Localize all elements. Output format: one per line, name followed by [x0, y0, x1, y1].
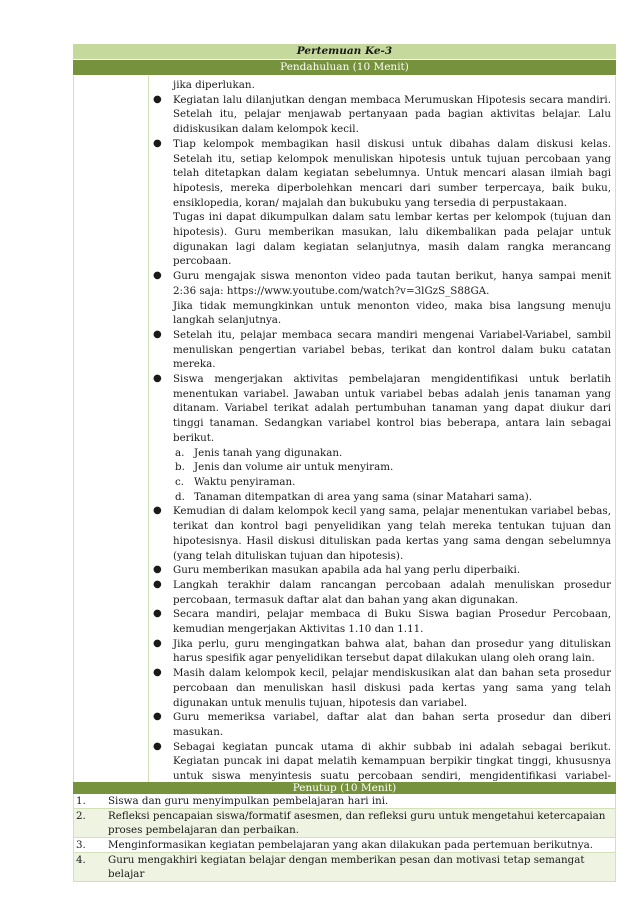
- list-item-text: Kegiatan lalu dilanjutkan dengan membaca Merumuskan Hipotesis secara mandiri. Setelah itu, pelajar menjawab pertanyaan pada bagian aktivitas belajar. Lalu didiskusikan dalam kelompok kecil.: [173, 93, 611, 136]
- row-text: Menginformasikan kegiatan pembelajaran yang akan dilakukan pada pertemuan berikutnya.: [108, 839, 594, 851]
- list-item: [149, 666, 611, 710]
- list-item-text: Langkah terakhir dalam rancangan percobaan adalah menuliskan prosedur percobaan, termasuk daftar alat dan bahan yang akan digunakan.: [173, 578, 611, 606]
- bullet-icon: ●: [153, 637, 162, 649]
- list-item: [149, 578, 611, 607]
- list-item: [149, 563, 611, 578]
- table-row: [73, 794, 616, 809]
- list-item-text: Jika perlu, guru mengingatkan bahwa alat, bahan dan prosedur yang dituliskan harus spesifik agar penyelidikan tersebut dapat dilakukan ulang oleh orang lain.: [173, 637, 611, 665]
- list-item: [149, 637, 611, 666]
- bullet-icon: ●: [153, 740, 162, 752]
- intro-content-row: [73, 76, 616, 782]
- list-item: [149, 740, 611, 782]
- control-variable-list: [173, 446, 611, 505]
- row-text: Siswa dan guru menyimpulkan pembelajaran hari ini.: [108, 795, 389, 807]
- list-item: [149, 328, 611, 372]
- list-item-text: Sebagai kegiatan puncak utama di akhir subbab ini adalah sebagai berikut. Kegiatan puncak ini dapat melatih kemampuan berpikir tingkat tinggi, khususnya untuk siswa menyintesis suatu percobaan sendiri, mengidentifikasi variabel-: [173, 740, 611, 782]
- sub-list-item: [173, 460, 611, 475]
- list-item-text: Masih dalam kelompok kecil, pelajar mendiskusikan alat dan bahan seta prosedur percobaan dan menuliskan hasil diskusi pada kertas yang sama yang telah digunakan untuk menulis tujuan, hipotesis dan variabel.: [173, 667, 611, 709]
- table-row: [73, 853, 616, 882]
- bullet-icon: ●: [153, 608, 162, 620]
- sub-list-marker: c.: [175, 475, 185, 488]
- bullet-icon: ●: [153, 711, 162, 723]
- bullet-icon: ●: [153, 270, 162, 282]
- sub-list-item: [173, 446, 611, 461]
- sub-list-marker: b.: [175, 461, 185, 474]
- continuation-text: jika diperlukan.: [173, 79, 255, 91]
- list-item: [149, 607, 611, 636]
- list-item: [149, 710, 611, 739]
- row-text: Refleksi pencapaian siswa/formatif asesmen, dan refleksi guru untuk mengetahui ketercapaian proses pembelajaran dan perbaikan.: [108, 810, 606, 836]
- list-item-text: Setelah itu, pelajar membaca secara mandiri mengenai Variabel-Variabel, sambil menuliskan pengertian variabel bebas, terikat dan kontrol dalam buku catatan mereka.: [173, 328, 611, 371]
- row-number: 3.: [76, 839, 86, 851]
- sub-list-text: Jenis dan volume air untuk menyiram.: [194, 461, 394, 474]
- section-closing-header: Penutup (10 Menit): [73, 782, 616, 794]
- list-item: [149, 93, 611, 137]
- row-number: 2.: [76, 810, 86, 822]
- list-item-extra-text: Tugas ini dapat dikumpulkan dalam satu lembar kertas per kelompok (tujuan dan hipotesis). Guru memberikan masukan, lalu dikembalikan pada pelajar untuk digunakan lagi dalam kegiatan selanjutnya, masih dalam rangka merancang percobaan.: [173, 211, 611, 268]
- sub-list-text: Tanaman ditempatkan di area yang sama (sinar Matahari sama).: [194, 490, 532, 503]
- list-item-text: Guru memberikan masukan apabila ada hal yang perlu diperbaiki.: [173, 564, 521, 577]
- list-item-text: Guru mengajak siswa menonton video pada tautan berikut, hanya sampai menit 2:36 saja: https://www.youtube.com/watch?v=3lGzS_S88GA.: [173, 270, 611, 297]
- list-item: [149, 372, 611, 504]
- row-text: Guru mengakhiri kegiatan belajar dengan memberikan pesan dan motivasi tetap semangat belajar: [108, 854, 585, 880]
- sub-list-item: [173, 490, 611, 505]
- list-item: [149, 137, 611, 269]
- bullet-icon: ●: [153, 93, 162, 105]
- sub-list-marker: d.: [175, 490, 185, 503]
- sub-list-marker: a.: [175, 446, 185, 459]
- bullet-icon: ●: [153, 137, 162, 149]
- sub-list-item: [173, 475, 611, 490]
- row-number: 4.: [76, 854, 86, 866]
- list-item-text: Kemudian di dalam kelompok kecil yang sama, pelajar menentukan variabel bebas, terikat dan kontrol bagi penyelidikan yang telah mereka tentukan tujuan dan hipotesisnya. Hasil diskusi dituliskan pada kertas yang sama dengan sebelumnya (yang telah dituliskan tujuan dan hipotesis).: [173, 505, 611, 562]
- lesson-plan-table: [73, 44, 616, 882]
- sub-list-text: Jenis tanah yang digunakan.: [194, 446, 343, 459]
- list-item-text: Secara mandiri, pelajar membaca di Buku Siswa bagian Prosedur Percobaan, kemudian mengerjakan Aktivitas 1.10 dan 1.11.: [173, 608, 611, 636]
- sub-list-text: Waktu penyiraman.: [194, 475, 296, 488]
- list-item-text: Tiap kelompok membagikan hasil diskusi untuk dibahas dalam diskusi kelas. Setelah itu, setiap kelompok menuliskan hipotesis untuk tujuan percobaan yang telah ditetapkan dalam kegiatan sebelumnya. Untuk mencari alasan ilmiah bagi hipotesis, mereka diperbolehkan mencari dari sumber terpercaya, baik buku, ensiklopedia, koran/ majalah dan bukubuku yang tersedia di perpustakaan.: [173, 137, 611, 209]
- bullet-icon: ●: [153, 373, 162, 385]
- table-row: [73, 838, 616, 853]
- bullet-icon: ●: [153, 328, 162, 340]
- list-item: [149, 269, 611, 328]
- list-item-text: Guru memeriksa variabel, daftar alat dan bahan serta prosedur dan diberi masukan.: [173, 711, 611, 738]
- bullet-icon: ●: [153, 578, 162, 590]
- empty-left-cell: [74, 76, 149, 782]
- section-intro-header: Pendahuluan (10 Menit): [73, 60, 616, 76]
- list-item-text: Siswa mengerjakan aktivitas pembelajaran mengidentifikasi untuk berlatih menentukan variabel. Jawaban untuk variabel bebas adalah jenis tanaman yang ditanam. Variabel terikat adalah pertumbuhan tanaman yang dapat diukur dari tinggi tanaman. Sedangkan variabel kontrol bias beberapa, antara lain sebagai berikut.: [173, 373, 611, 444]
- closing-list: [73, 794, 616, 882]
- activity-list: [149, 93, 611, 782]
- table-row: [73, 809, 616, 838]
- bullet-icon: ●: [153, 505, 162, 517]
- bullet-icon: ●: [153, 564, 162, 576]
- bullet-icon: ●: [153, 667, 162, 679]
- list-item: [149, 504, 611, 563]
- list-item-extra-text: Jika tidak memungkinkan untuk menonton video, maka bisa langsung menuju langkah selanjutnya.: [173, 299, 611, 327]
- row-number: 1.: [76, 795, 86, 807]
- intro-content-cell: [149, 76, 615, 782]
- meeting-title: Pertemuan Ke-3: [73, 44, 616, 60]
